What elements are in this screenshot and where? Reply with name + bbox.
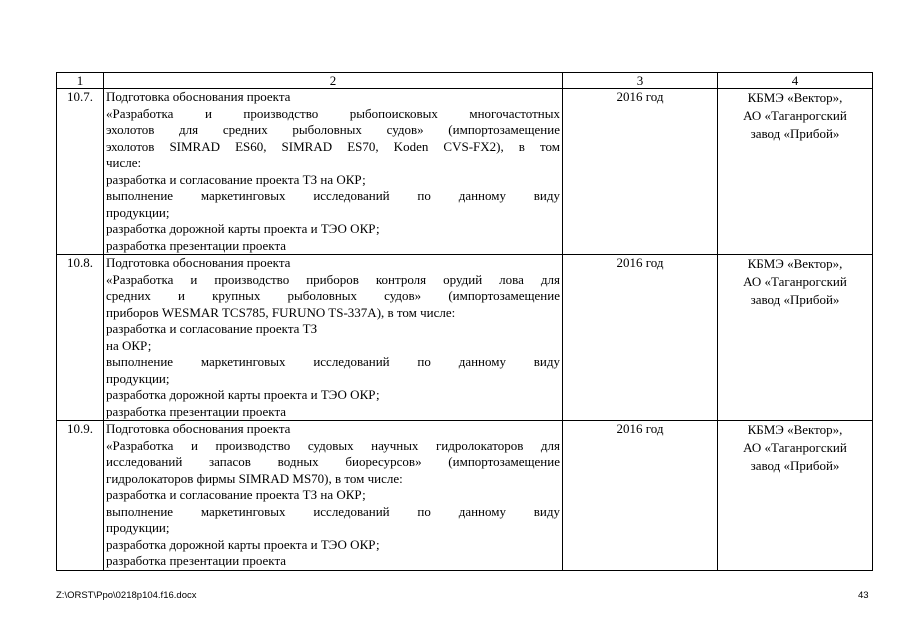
description-line: выполнение маркетинговых исследований по данному виду bbox=[106, 188, 560, 203]
organization-line: завод «Прибой» bbox=[750, 292, 840, 307]
column-header-1: 1 bbox=[57, 73, 104, 89]
organization-line: АО «Таганрогский bbox=[743, 108, 847, 123]
row-year: 2016 год bbox=[563, 421, 718, 571]
table-row bbox=[57, 89, 873, 255]
description-line: разработка презентации проекта bbox=[106, 553, 287, 568]
description-line: гидролокаторов фирмы SIMRAD MS70), в том числе: bbox=[106, 470, 403, 486]
row-description bbox=[104, 255, 563, 421]
row-number: 10.8. bbox=[57, 255, 104, 421]
description-line: на ОКР; bbox=[106, 337, 152, 353]
description-line: «Разработка и производство рыбопоисковых многочастотных bbox=[106, 105, 560, 121]
row-description bbox=[104, 421, 563, 571]
organization-line: завод «Прибой» bbox=[750, 458, 840, 473]
description-line: эхолотов для средних рыболовных судов» (импортозамещение bbox=[106, 122, 560, 137]
organization-line: завод «Прибой» bbox=[750, 126, 840, 141]
description-line: выполнение маркетинговых исследований по данному виду bbox=[106, 503, 560, 519]
table-header-row bbox=[57, 73, 873, 89]
row-organization bbox=[718, 89, 873, 255]
row-number: 10.9. bbox=[57, 421, 104, 571]
description-line: исследований запасов водных биоресурсов» (импортозамещение bbox=[106, 454, 560, 469]
column-header-3: 3 bbox=[563, 73, 718, 89]
description-title: Подготовка обоснования проекта bbox=[106, 421, 291, 436]
description-line: продукции; bbox=[106, 204, 170, 220]
row-year: 2016 год bbox=[563, 255, 718, 421]
description-line: средних и крупных рыболовных судов» (импортозамещение bbox=[106, 288, 560, 303]
description-line: разработка дорожной карты проекта и ТЭО ОКР; bbox=[106, 536, 380, 552]
description-line: разработка дорожной карты проекта и ТЭО ОКР; bbox=[106, 387, 380, 402]
description-line: продукции; bbox=[106, 520, 170, 535]
row-organization bbox=[718, 421, 873, 571]
organization-line: КБМЭ «Вектор», bbox=[747, 256, 843, 271]
row-description bbox=[104, 89, 563, 255]
description-line: разработка дорожной карты проекта и ТЭО ОКР; bbox=[106, 221, 380, 236]
organization-line: АО «Таганрогский bbox=[743, 274, 847, 289]
footer-file-path: Z:\ORST\Ppo\0218p104.f16.docx bbox=[56, 590, 197, 601]
description-line: разработка и согласование проекта ТЗ на ОКР; bbox=[106, 171, 366, 187]
organization-line: АО «Таганрогский bbox=[743, 440, 847, 455]
description-line: продукции; bbox=[106, 370, 170, 386]
work-plan-table bbox=[56, 72, 873, 571]
description-title: Подготовка обоснования проекта bbox=[106, 255, 291, 270]
row-number: 10.7. bbox=[57, 89, 104, 255]
description-line: выполнение маркетинговых исследований по данному виду bbox=[106, 354, 560, 369]
description-line: эхолотов SIMRAD ES60, SIMRAD ES70, Koden CVS-FX2), в том bbox=[106, 138, 560, 154]
description-title: Подготовка обоснования проекта bbox=[106, 89, 291, 104]
column-header-2: 2 bbox=[104, 73, 563, 89]
description-line: приборов WESMAR TCS785, FURUNO TS-337A), в том числе: bbox=[106, 304, 456, 320]
page-number: 43 bbox=[858, 590, 869, 601]
description-line: «Разработка и производство приборов контроля орудий лова для bbox=[106, 271, 560, 287]
table-row bbox=[57, 255, 873, 421]
description-line: «Разработка и производство судовых научных гидролокаторов для bbox=[106, 437, 560, 453]
row-year: 2016 год bbox=[563, 89, 718, 255]
description-line: разработка презентации проекта bbox=[106, 403, 287, 419]
description-line: числе: bbox=[106, 155, 142, 170]
description-line: разработка презентации проекта bbox=[106, 237, 287, 253]
table-row bbox=[57, 421, 873, 571]
description-line: разработка и согласование проекта ТЗ bbox=[106, 321, 318, 336]
organization-line: КБМЭ «Вектор», bbox=[747, 422, 843, 437]
row-organization bbox=[718, 255, 873, 421]
organization-line: КБМЭ «Вектор», bbox=[747, 90, 843, 105]
column-header-4: 4 bbox=[718, 73, 873, 89]
description-line: разработка и согласование проекта ТЗ на ОКР; bbox=[106, 487, 366, 502]
